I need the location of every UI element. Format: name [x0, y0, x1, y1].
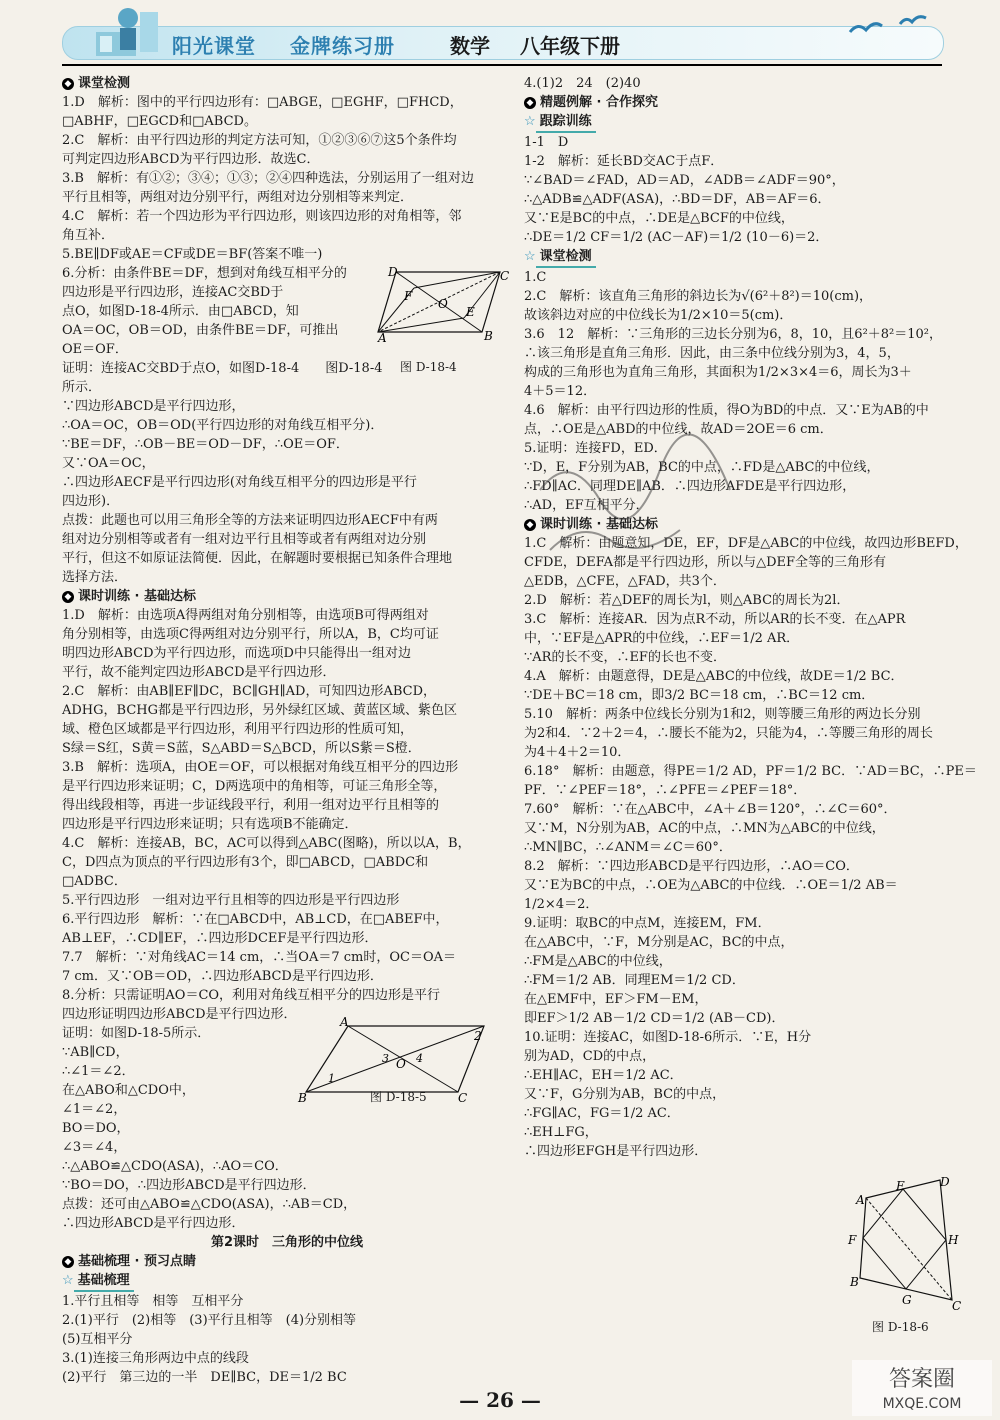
text-line: 3.C 解析：连接AR．因为点R不动，所以AR的长不变．在△APR: [524, 612, 906, 627]
section-badge-icon: ◆: [62, 78, 74, 90]
text-line: 2.D 解析：若△DEF的周长为l，则△ABC的周长为2l．: [524, 593, 850, 608]
text-line: ∵四边形ABCD是平行四边形，: [62, 399, 245, 414]
section-badge-icon: ◆: [62, 1256, 74, 1268]
svg-text:C: C: [952, 1299, 962, 1313]
text-line: ∴DE＝1/2 CF＝1/2 (AC－AF)＝1/2 (10－6)＝2．: [524, 230, 829, 245]
svg-text:D: D: [388, 265, 398, 279]
header-rule: [62, 64, 942, 66]
figure-d-18-6-caption: 图 D-18-6: [872, 1320, 929, 1334]
text-line: 平行，故不能判定四边形ABCD是平行四边形．: [62, 665, 336, 680]
text-line: 证明：连接AC交BD于点O，如图D-18-4 图D-18-4: [62, 361, 383, 376]
svg-text:F: F: [848, 1233, 857, 1247]
text-line: 可判定四边形ABCD为平行四边形．故选C．: [62, 152, 320, 167]
grade-title: 八年级下册: [520, 34, 620, 58]
text-line: BO＝DO，: [62, 1121, 130, 1136]
text-line: 4＋5＝12．: [524, 384, 597, 399]
text-line: 点O，如图D-18-4所示．由□ABCD，知: [62, 304, 299, 319]
svg-text:D: D: [940, 1175, 950, 1189]
text-line: 4.(1)2 24 (2)40: [524, 76, 641, 91]
star-icon: ☆: [62, 1273, 74, 1288]
text-line: 角互补．: [62, 228, 115, 243]
text-line: 角分别相等，由选项C得两组对边分别平行，所以A，B，C均可证: [62, 627, 439, 642]
text-line: 组对边分别相等或者有一组对边平行且相等或者有两组对边分别: [62, 532, 427, 547]
svg-text:答案圈: 答案圈: [888, 1367, 956, 1392]
svg-text:A: A: [340, 1015, 349, 1029]
svg-text:1: 1: [328, 1072, 335, 1085]
text-line: ∵BO＝DO，∴四边形ABCD是平行四边形．: [62, 1178, 316, 1193]
text-line: 8.2 解析：∵四边形ABCD是平行四边形，∴AO＝CO．: [524, 859, 859, 874]
section-heading-text: 课堂检测: [78, 76, 131, 91]
text-line: 1.D 解析：由选项A得两组对角分别相等，由选项B可得两组对: [62, 608, 429, 623]
text-line: 得出线段相等，再进一步证线段平行，利用一组对边平行且相等的: [62, 798, 440, 813]
svg-text:O: O: [396, 1057, 406, 1071]
text-line: ∠3＝∠4，: [62, 1140, 127, 1155]
text-line: △EDB，△CFE，△FAD，共3个．: [524, 574, 726, 589]
section-heading: [62, 1252, 512, 1271]
text-line: ∴四边形AECF是平行四边形(对角线互相平分的四边形是平行: [62, 475, 417, 490]
text-line: ∴FG∥AC，FG＝1/2 AC．: [524, 1106, 680, 1121]
text-line: 5.10 解析：两条中位线长分别为1和2，则等腰三角形的两边长分别: [524, 707, 921, 722]
svg-text:B: B: [484, 329, 493, 343]
section-heading-text: 课时训练 · 基础达标: [540, 517, 658, 532]
text-line: 在△EMF中，EF＞FM－EM，: [524, 992, 708, 1007]
lesson-title: 第2课时 三角形的中位线: [210, 1235, 364, 1250]
text-line: ∴∠1＝∠2．: [62, 1064, 135, 1079]
text-line: 3.(1)连接三角形两边中点的线段: [62, 1351, 249, 1366]
text-line: 7.60° 解析：∵在△ABC中，∠A＋∠B＝120°，∴∠C＝60°．: [524, 802, 897, 817]
text-line: 构成的三角形也为直角三角形，其面积为1/2×3×4＝6，周长为3＋: [524, 365, 912, 380]
section-badge-icon: ◆: [524, 97, 536, 109]
text-line: ∴四边形ABCD是平行四边形．: [62, 1216, 245, 1231]
text-line: 域、橙色区域都是平行四边形，利用平行四边形的性质可知，: [62, 722, 414, 737]
text-line: 3.6 12 解析：∵三角形的三边长分别为6，8，10，且6²＋8²＝10²，: [524, 327, 943, 342]
text-line: 2.C 解析：由平行四边形的判定方法可知，①②③⑥⑦这5个条件均: [62, 133, 457, 148]
text-line: 2.C 解析：由AB∥EF∥DC，BC∥GH∥AD，可知四边形ABCD，: [62, 684, 437, 699]
brand-series: 金牌练习册: [290, 34, 395, 58]
text-line: 1.平行且相等 相等 互相平分: [62, 1294, 244, 1309]
text-line: CFDE，DEFA都是平行四边形，所以与△DEF全等的三角形有: [524, 555, 887, 570]
child-reading-illustration: [90, 2, 162, 62]
text-line: ∴该三角形是直角三角形．因此，由三条中位线分别为3，4，5，: [524, 346, 900, 361]
text-line: ∴EH∥AC，EH＝1/2 AC．: [524, 1068, 683, 1083]
text-line: 在△ABC中，∵F，M分别是AC，BC的中点，: [524, 935, 794, 950]
birds-illustration: [830, 10, 940, 50]
text-line: S绿＝S红，S黄＝S蓝，S△ABD＝S△BCD，所以S紫＝S橙．: [62, 741, 421, 756]
text-line: ∴FM是△ABC的中位线，: [524, 954, 672, 969]
figure-d-18-6: [848, 1172, 964, 1312]
text-line: ∴AD，EF互相平分．: [524, 498, 649, 513]
text-line: 2.C 解析：该直角三角形的斜边长为√(6²＋8²)＝10(cm)，: [524, 289, 873, 304]
figure-d-18-4-caption: 图 D-18-4: [400, 360, 457, 374]
handwriting-scribble: [530, 430, 750, 580]
text-line: ∵BE＝DF，∴OB－BE＝OD－DF，∴OE＝OF．: [62, 437, 349, 452]
svg-text:B: B: [298, 1091, 307, 1105]
text-line: 又∵E是BC的中点，∴DE是△BCF的中位线，: [524, 211, 794, 226]
svg-text:O: O: [438, 297, 448, 311]
text-line: 1.D 解析：图中的平行四边形有：□ABGE，□EGHF，□FHCD，: [62, 95, 463, 110]
text-line: □ABHF，□EGCD和□ABCD。: [62, 114, 257, 129]
section-heading: [524, 93, 964, 112]
text-line: 1.C: [524, 270, 547, 285]
svg-text:C: C: [458, 1091, 468, 1105]
text-line: ∴FM＝1/2 AB．同理EM＝1/2 CD．: [524, 973, 745, 988]
text-line: 1-2 解析：延长BD交AC于点F．: [524, 154, 724, 169]
text-line: 即EF＞1/2 AB－1/2 CD＝1/2 (AB－CD)．: [524, 1011, 785, 1026]
text-line: 点拨：还可由△ABO≌△CDO(ASA)，∴AB＝CD，: [62, 1197, 357, 1212]
text-line: 证明：如图D-18-5所示．: [62, 1026, 211, 1041]
text-line: 又∵E为BC的中点，∴OE为△ABC的中位线．∴OE＝1/2 AB＝: [524, 878, 898, 893]
text-line: ∵AB∥CD，: [62, 1045, 129, 1060]
text-line: ∴四边形EFGH是平行四边形．: [524, 1144, 708, 1159]
text-line: PF．∵∠PEF＝18°，∴∠PFE＝∠PEF＝18°．: [524, 783, 807, 798]
subsection-heading-text: 课堂检测: [536, 247, 596, 268]
svg-text:MXQE.COM: MXQE.COM: [882, 1396, 962, 1412]
text-line: OE＝OF．: [62, 342, 128, 357]
text-line: (2)平行 第三边的一半 DE∥BC，DE＝1/2 BC: [62, 1370, 347, 1385]
svg-text:G: G: [902, 1293, 912, 1307]
svg-text:H: H: [948, 1233, 959, 1247]
text-line: 4.A 解析：由题意得，DE是△ABC的中位线，故DE＝1/2 BC．: [524, 669, 904, 684]
text-line: ∵AR的长不变，∴EF的长也不变．: [524, 650, 726, 665]
text-line: 在△ABO和△CDO中，: [62, 1083, 195, 1098]
text-line: 1-1 D: [524, 135, 569, 150]
page-header: [0, 0, 1000, 72]
text-line: ∴△ADB≌△ADF(ASA)，∴BD＝DF，AB＝AF＝6．: [524, 192, 831, 207]
text-line: OA＝OC，OB＝OD，由条件BE＝DF，可推出: [62, 323, 339, 338]
text-line: ∴△ABO≌△CDO(ASA)，∴AO＝CO．: [62, 1159, 288, 1174]
text-line: 点，∴OE是△ABD的中位线，故AD＝2OE＝6 cm．: [524, 422, 833, 437]
svg-text:B: B: [850, 1275, 859, 1289]
svg-text:C: C: [500, 269, 510, 283]
section-heading-text: 精题例解 · 合作探究: [540, 95, 658, 110]
text-line: 平行，但这不如原证法简便．因此，在解题时要根据已知条件合理地: [62, 551, 453, 566]
site-watermark-logo: [852, 1360, 992, 1416]
text-line: ∴MN∥BC，∴∠ANM＝∠C＝60°．: [524, 840, 732, 855]
section-heading: [62, 587, 512, 606]
text-line: 又∵OA＝OC，: [62, 456, 155, 471]
text-line: 平行且相等，两组对边分别平行，两组对边分别相等来判定．: [62, 190, 414, 205]
svg-text:3: 3: [382, 1052, 389, 1065]
subsection-heading-text: 跟踪训练: [536, 112, 596, 133]
svg-text:A: A: [378, 331, 387, 345]
svg-text:E: E: [896, 1179, 905, 1193]
text-line: □ADBC．: [62, 874, 127, 889]
svg-text:A: A: [856, 1193, 865, 1207]
text-line: 7 cm．又∵OB＝OD，∴四边形ABCD是平行四边形．: [62, 969, 383, 984]
text-line: 所示．: [62, 380, 102, 395]
subsection-heading: [524, 112, 964, 133]
text-line: 4.C 解析：若一个四边形为平行四边形，则该四边形的对角相等，邻: [62, 209, 462, 224]
text-line: 四边形)．: [62, 494, 120, 509]
svg-text:2: 2: [474, 1029, 482, 1043]
text-line: 5.证明：连接FD，ED．: [524, 441, 667, 456]
text-line: 明四边形ABCD为平行四边形，而选项D中只能得出一组对边: [62, 646, 411, 661]
text-line: ∵DE＋BC＝18 cm，即3/2 BC＝18 cm，∴BC＝12 cm．: [524, 688, 875, 703]
text-line: AB⊥EF，∴CD∥EF，∴四边形DCEF是平行四边形．: [62, 931, 378, 946]
text-line: ∵∠BAD＝∠FAD，AD＝AD，∠ADB＝∠ADF＝90°，: [524, 173, 845, 188]
text-line: ∵D，E，F分别为AB，BC的中点，∴FD是△ABC的中位线，: [524, 460, 880, 475]
text-line: (5)互相平分: [62, 1332, 133, 1347]
text-line: 1/2×4＝2．: [524, 897, 599, 912]
svg-text:4: 4: [416, 1052, 423, 1065]
text-line: 5.BE∥DF或AE＝CF或DE＝BF(答案不唯一): [62, 247, 323, 262]
text-line: 4.6 解析：由平行四边形的性质，得O为BD的中点．又∵E为AB的中: [524, 403, 929, 418]
text-line: 5.平行四边形 一组对边平行且相等的四边形是平行四边形: [62, 893, 400, 908]
star-icon: ☆: [524, 114, 536, 129]
text-line: 故该斜边对应的中位线长为1/2×10＝5(cm)．: [524, 308, 793, 323]
text-line: 四边形证明四边形ABCD是平行四边形．: [62, 1007, 297, 1022]
section-heading-text: 基础梳理 · 预习点睛: [78, 1254, 196, 1269]
text-line: 又∵M，N分别为AB，AC的中点，∴MN为△ABC的中位线，: [524, 821, 885, 836]
text-line: 2.(1)平行 (2)相等 (3)平行且相等 (4)分别相等: [62, 1313, 357, 1328]
text-line: 3.B 解析：选项A，由OE＝OF，可以根据对角线互相平分的四边形: [62, 760, 459, 775]
text-line: 4.C 解析：连接AB，BC，AC可以得到△ABC(图略)，所以以A，B，: [62, 836, 471, 851]
text-line: 选择方法．: [62, 570, 128, 585]
svg-text:E: E: [466, 305, 475, 319]
text-line: ∴FD∥AC．同理DE∥AB．∴四边形AFDE是平行四边形，: [524, 479, 856, 494]
section-heading: [62, 74, 512, 93]
text-line: 四边形是平行四边形，连接AC交BD于: [62, 285, 284, 300]
text-line: 7.7 解析：∵对角线AC＝14 cm，∴当OA＝7 cm时，OC＝OA＝: [62, 950, 456, 965]
section-badge-icon: ◆: [62, 591, 74, 603]
figure-d-18-5-caption: 图 D-18-5: [370, 1090, 427, 1104]
text-line: 为2和4．∵2＋2＝4，∴腰长不能为2，只能为4，∴等腰三角形的周长: [524, 726, 933, 741]
text-line: 3.B 解析：有①②；③④；①③；②④四种选法，分别运用了一组对边: [62, 171, 474, 186]
text-line: 8.分析：只需证明AO＝CO，利用对角线互相平分的四边形是平行: [62, 988, 441, 1003]
text-line: ∴OA＝OC，OB＝OD(平行四边形的对角线互相平分)．: [62, 418, 384, 433]
figure-d-18-4: [378, 265, 510, 345]
text-line: 为4＋4＋2＝10．: [524, 745, 631, 760]
text-line: ADHG，BCHG都是平行四边形，另外绿红区域、黄蓝区域、紫色区: [62, 703, 457, 718]
text-line: 别为AD，CD的中点，: [524, 1049, 656, 1064]
subject-title: 数学: [450, 34, 490, 58]
subsection-heading: [62, 1271, 512, 1292]
section-badge-icon: ◆: [524, 519, 536, 531]
section-heading-text: 课时训练 · 基础达标: [78, 589, 196, 604]
text-line: 中，∵EF是△APR的中位线，∴EF＝1/2 AR．: [524, 631, 800, 646]
subsection-heading-text: 基础梳理: [74, 1271, 134, 1292]
text-line: ∠1＝∠2，: [62, 1102, 127, 1117]
subsection-heading: [524, 247, 964, 268]
text-line: 6.18° 解析：由题意，得PE＝1/2 AD，PF＝1/2 BC．∵AD＝BC，∴PE＝: [524, 764, 977, 779]
right-column: [524, 74, 977, 1161]
text-line: 四边形是平行四边形来证明；只有选项B不能确定．: [62, 817, 358, 832]
text-line: 9.证明：取BC的中点M，连接EM，FM．: [524, 916, 771, 931]
text-line: 10.证明：连接AC，如图D-18-6所示．∵E，H分: [524, 1030, 812, 1045]
svg-text:F: F: [404, 289, 413, 303]
page-number: — 26 —: [459, 1388, 541, 1412]
text-line: 6.平行四边形 解析：∵在□ABCD中，AB⊥CD，在□ABEF中，: [62, 912, 449, 927]
star-icon: ☆: [524, 249, 536, 264]
text-line: 6.分析：由条件BE＝DF，想到对角线互相平分的: [62, 266, 347, 281]
brand-name: 阳光课堂: [172, 34, 256, 58]
text-line: C，D四点为顶点的平行四边形有3个，即□ABCD，□ABDC和: [62, 855, 429, 870]
text-line: 1.C 解析：由题意知，DE，EF，DF是△ABC的中位线，故四边形BEFD，: [524, 536, 968, 551]
text-line: 是平行四边形来证明；C，D两选项中的角相等，可证三角形全等，: [62, 779, 447, 794]
text-line: ∴EH⊥FG，: [524, 1125, 598, 1140]
text-line: 又∵F，G分别为AB，BC的中点，: [524, 1087, 726, 1102]
text-line: 点拨：此题也可以用三角形全等的方法来证明四边形AECF中有两: [62, 513, 438, 528]
